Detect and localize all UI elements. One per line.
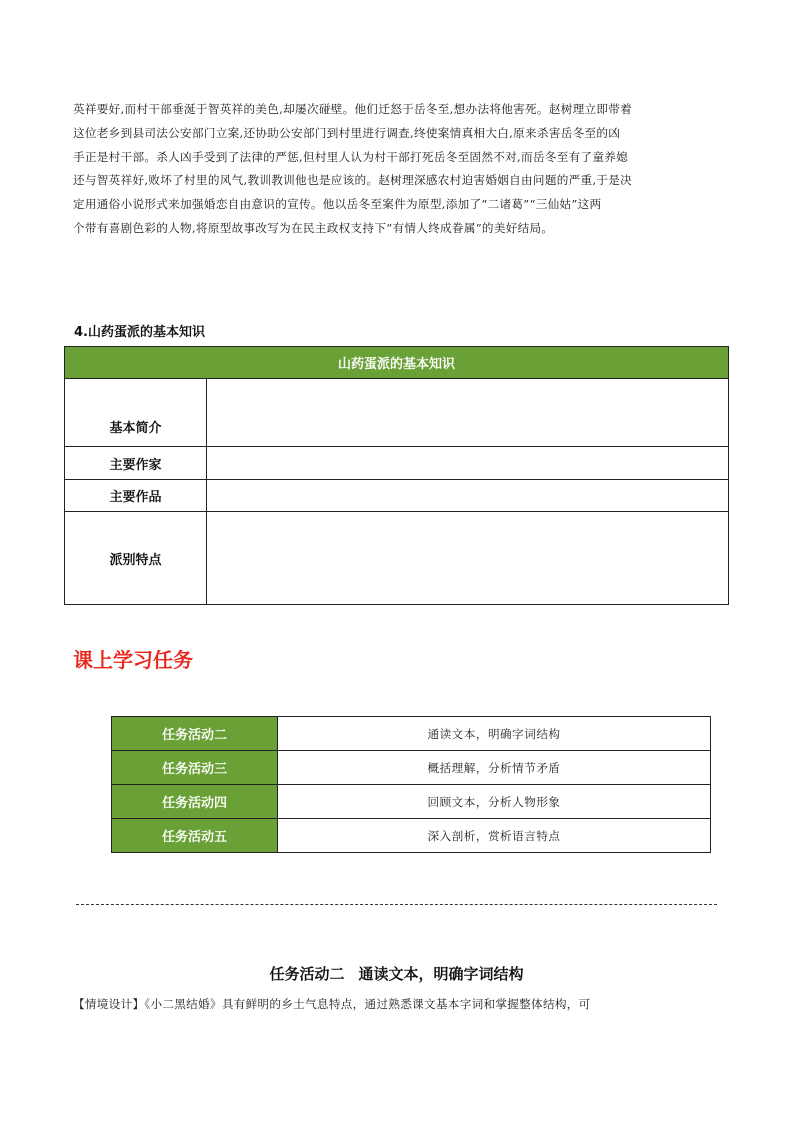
row-label-features: 派别特点 bbox=[65, 512, 207, 605]
table-row bbox=[112, 751, 711, 785]
row-value-intro[interactable] bbox=[207, 379, 729, 447]
row-value-features[interactable] bbox=[207, 512, 729, 605]
table-header-row bbox=[65, 347, 729, 379]
scenario-paragraph: 【情境设计】《小二黑结婚》具有鲜明的乡土气息特点，通过熟悉课文基本字词和掌握整体结构，可 bbox=[73, 997, 591, 1011]
class-tasks-title: 课上学习任务 bbox=[73, 648, 193, 672]
task-desc: 通读文本，明确字词结构 bbox=[278, 717, 711, 751]
section4-heading: 4.山药蛋派的基本知识 bbox=[74, 325, 205, 340]
task-desc: 概括理解，分析情节矛盾 bbox=[278, 751, 711, 785]
table-header: 山药蛋派的基本知识 bbox=[65, 347, 729, 379]
story-paragraph bbox=[73, 98, 733, 241]
task-desc: 深入剖析，赏析语言特点 bbox=[278, 819, 711, 853]
table-row bbox=[112, 717, 711, 751]
row-label-works: 主要作品 bbox=[65, 480, 207, 512]
table-row bbox=[65, 379, 729, 447]
paragraph-line: 英祥要好,而村干部垂涎于智英祥的美色,却屡次碰壁。他们迁怒于岳冬至,想办法将他害死。赵树理立即带着 bbox=[73, 102, 633, 116]
paragraph-line: 个带有喜剧色彩的人物,将原型故事改写为在民主政权支持下“有情人终成眷属”的美好结局。 bbox=[73, 220, 554, 235]
task-label: 任务活动四 bbox=[112, 785, 278, 819]
row-value-works[interactable] bbox=[207, 480, 729, 512]
dashed-divider bbox=[76, 904, 717, 905]
table-row bbox=[65, 512, 729, 605]
table-row bbox=[65, 480, 729, 512]
row-value-authors[interactable] bbox=[207, 447, 729, 480]
table-row bbox=[112, 819, 711, 853]
task-desc: 回顾文本，分析人物形象 bbox=[278, 785, 711, 819]
row-label-authors: 主要作家 bbox=[65, 447, 207, 480]
row-label-intro: 基本简介 bbox=[65, 379, 207, 447]
paragraph-line: 这位老乡到县司法公安部门立案,还协助公安部门到村里进行调查,终使案情真相大白,原来杀害岳冬至的凶 bbox=[73, 125, 621, 140]
tasks-table bbox=[111, 716, 711, 853]
task-label: 任务活动五 bbox=[112, 819, 278, 853]
task-label: 任务活动二 bbox=[112, 717, 278, 751]
paragraph-line: 定用通俗小说形式来加强婚恋自由意识的宣传。他以岳冬至案件为原型,添加了“二诸葛”“三仙姑”这两 bbox=[73, 197, 602, 212]
paragraph-line: 手正是村干部。杀人凶手受到了法律的严惩,但村里人认为村干部打死岳冬至固然不对,而岳冬至有了童养媳 bbox=[73, 149, 629, 164]
table-row bbox=[65, 447, 729, 480]
task-label: 任务活动三 bbox=[112, 751, 278, 785]
table-row bbox=[112, 785, 711, 819]
paragraph-line: 还与智英祥好,败坏了村里的风气,教训教训他也是应该的。赵树理深感农村迫害婚姻自由问题的严重,于是决 bbox=[73, 173, 633, 188]
task2-heading-label: 任务活动二 bbox=[269, 965, 345, 983]
task2-heading bbox=[0, 963, 793, 984]
task2-heading-title: 通读文本，明确字词结构 bbox=[358, 965, 524, 983]
basic-knowledge-table bbox=[64, 346, 729, 605]
